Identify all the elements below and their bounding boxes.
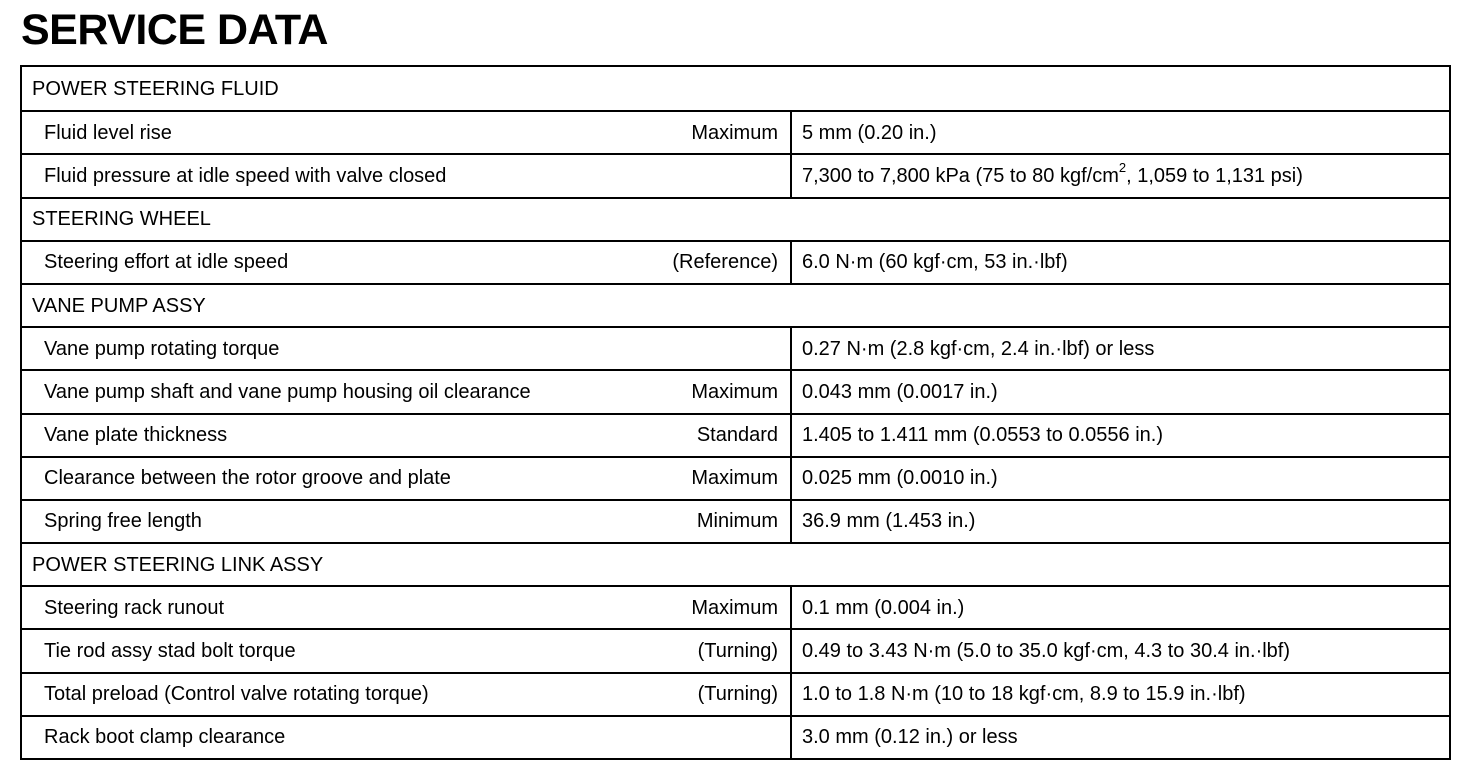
item-cell [22,415,792,456]
section-heading-power-steering-fluid: POWER STEERING FLUID [32,77,279,100]
section-heading-power-steering-link-assy: POWER STEERING LINK ASSY [22,542,1449,585]
value-text-post: , 1,059 to 1,131 psi) [1126,164,1303,187]
table-row [22,153,1449,196]
item-label: Total preload (Control valve rotating torque) [44,683,429,706]
table-row [22,672,1449,715]
value-cell: 0.1 mm (0.004 in.) [802,596,965,619]
table-row [22,585,1449,628]
value-text [802,160,1303,187]
table-row [22,326,1449,369]
value-cell: 0.043 mm (0.0017 in.) [802,380,998,403]
value-cell: 0.27 N·m (2.8 kgf·cm, 2.4 in.·lbf) or less [802,337,1155,360]
item-cell [22,155,792,196]
condition-label: Minimum [696,510,778,533]
value-cell [792,155,1449,196]
value-cell: 0.49 to 3.43 N·m (5.0 to 35.0 kgf·cm, 4.3 to 30.4 in.·lbf) [802,640,1291,663]
item-label: Steering effort at idle speed [44,251,289,274]
table-row [22,628,1449,671]
item-cell [22,328,792,369]
condition-label: Maximum [691,467,778,490]
item-label: Rack boot clamp clearance [44,726,286,749]
value-cell: 3.0 mm (0.12 in.) or less [802,726,1018,749]
page-title: SERVICE DATA [21,6,328,54]
value-cell: 6.0 N·m (60 kgf·cm, 53 in.·lbf) [802,251,1068,274]
section-heading-steering-wheel: STEERING WHEEL [22,197,1449,240]
service-data-table [20,65,1451,760]
item-label: Vane plate thickness [44,424,228,447]
table-row [22,369,1449,412]
item-label: Vane pump rotating torque [44,337,280,360]
table-row [22,240,1449,283]
condition-label: Maximum [691,121,778,144]
item-cell [22,630,792,671]
item-cell [22,242,792,283]
item-label: Spring free length [44,510,202,533]
value-cell: 5 mm (0.20 in.) [802,121,937,144]
section-heading-vane-pump-assy: VANE PUMP ASSY [22,283,1449,326]
value-text-pre: 7,300 to 7,800 kPa (75 to 80 kgf/cm [802,164,1119,187]
condition-label: Maximum [691,380,778,403]
item-cell [22,371,792,412]
table-row [22,110,1449,153]
item-label: Clearance between the rotor groove and plate [44,467,451,490]
item-cell [22,501,792,542]
item-label: Fluid level rise [44,121,172,144]
condition-label: (Turning) [697,683,778,706]
condition-label: (Reference) [672,251,778,274]
table-row [22,413,1449,456]
value-cell: 1.405 to 1.411 mm (0.0553 to 0.0556 in.) [802,424,1163,447]
item-cell [22,112,792,153]
condition-label: Standard [696,424,778,447]
table-row [22,456,1449,499]
item-label: Fluid pressure at idle speed with valve closed [44,164,447,187]
item-cell [22,587,792,628]
value-cell: 0.025 mm (0.0010 in.) [802,467,998,490]
condition-label: (Turning) [697,640,778,663]
value-superscript: 2 [1118,160,1127,176]
item-cell [22,674,792,715]
table-row [22,499,1449,542]
item-label: Tie rod assy stad bolt torque [44,640,296,663]
value-cell: 1.0 to 1.8 N·m (10 to 18 kgf·cm, 8.9 to 15.9 in.·lbf) [802,683,1246,706]
item-label: Vane pump shaft and vane pump housing oil clearance [44,380,531,403]
item-cell [22,458,792,499]
item-label: Steering rack runout [44,596,225,619]
condition-label: Maximum [691,596,778,619]
table-row [22,715,1449,758]
item-cell [22,717,792,758]
value-cell: 36.9 mm (1.453 in.) [802,510,976,533]
